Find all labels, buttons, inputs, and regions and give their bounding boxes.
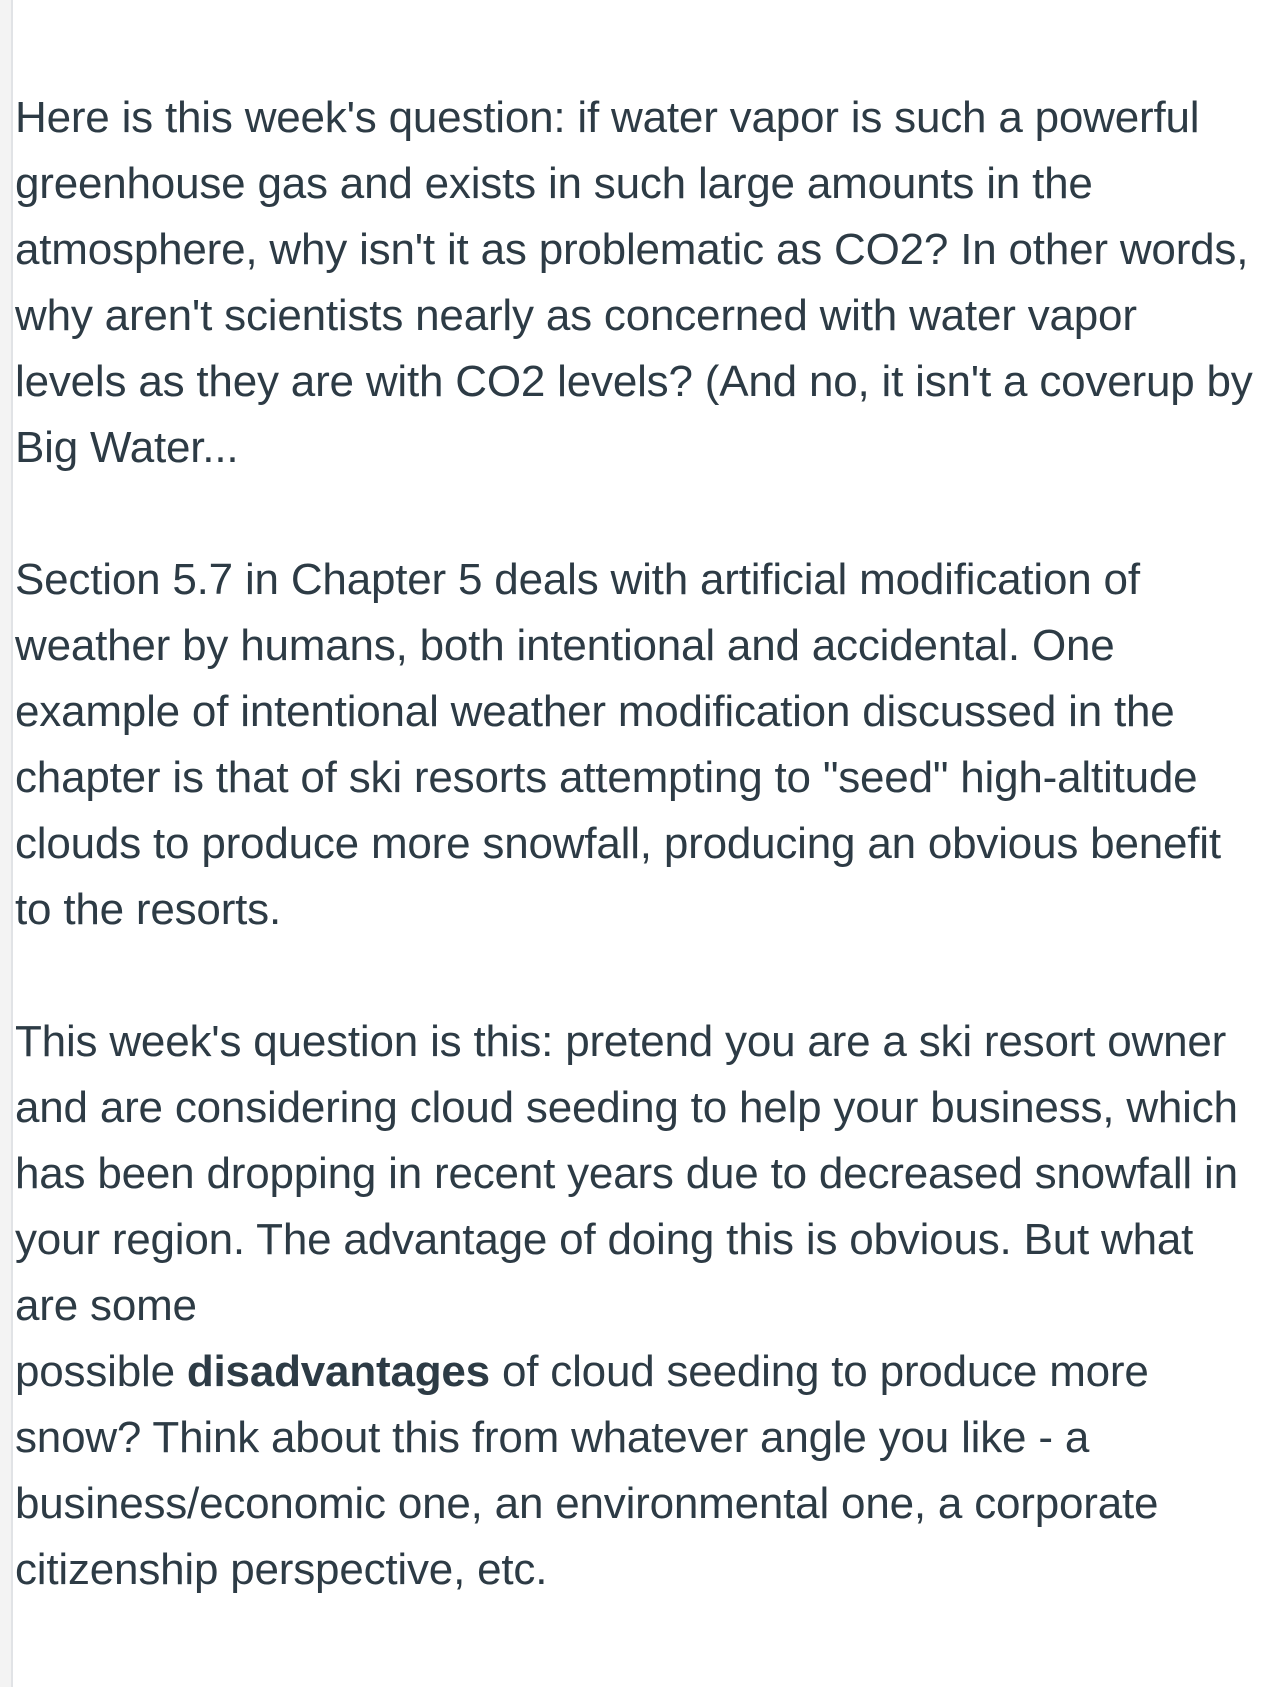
- paragraph-line: This week's question is this: pretend you are a ski resort owner and are considering cloud seeding to help your business, which has been dropping in recent years due to decreased snowfall in your region. The advantage of doing this is obvious. But what are some: [15, 1017, 1238, 1330]
- left-border: [0, 0, 13, 1687]
- discussion-prompt: [15, 85, 1255, 1603]
- paragraph-text: of cloud seeding to produce more snow? Think about this from whatever angle you like - a business/economic one, an environmental one, a corporate citizenship perspective, etc.: [15, 1347, 1159, 1594]
- paragraph-text: possible: [15, 1347, 187, 1396]
- paragraph-cloud-seeding-context: Section 5.7 in Chapter 5 deals with artificial modification of weather by humans, both intentional and accidental. One example of intentional weather modification discussed in the chapter is that of ski resorts attempting to "seed" high-altitude clouds to produce more snowfall, producing an obvious benefit to the resorts.: [15, 555, 1221, 934]
- paragraph-water-vapor-question: Here is this week's question: if water vapor is such a powerful greenhouse gas and exists in such large amounts in the atmosphere, why isn't it as problematic as CO2? In other words, why aren't scientists nearly as concerned with water vapor levels as they are with CO2 levels? (And no, it isn't a coverup by Big Water...: [15, 93, 1253, 472]
- emphasis-disadvantages: disadvantages: [186, 1347, 490, 1396]
- paragraph-cloud-seeding-question: [15, 1009, 1255, 1603]
